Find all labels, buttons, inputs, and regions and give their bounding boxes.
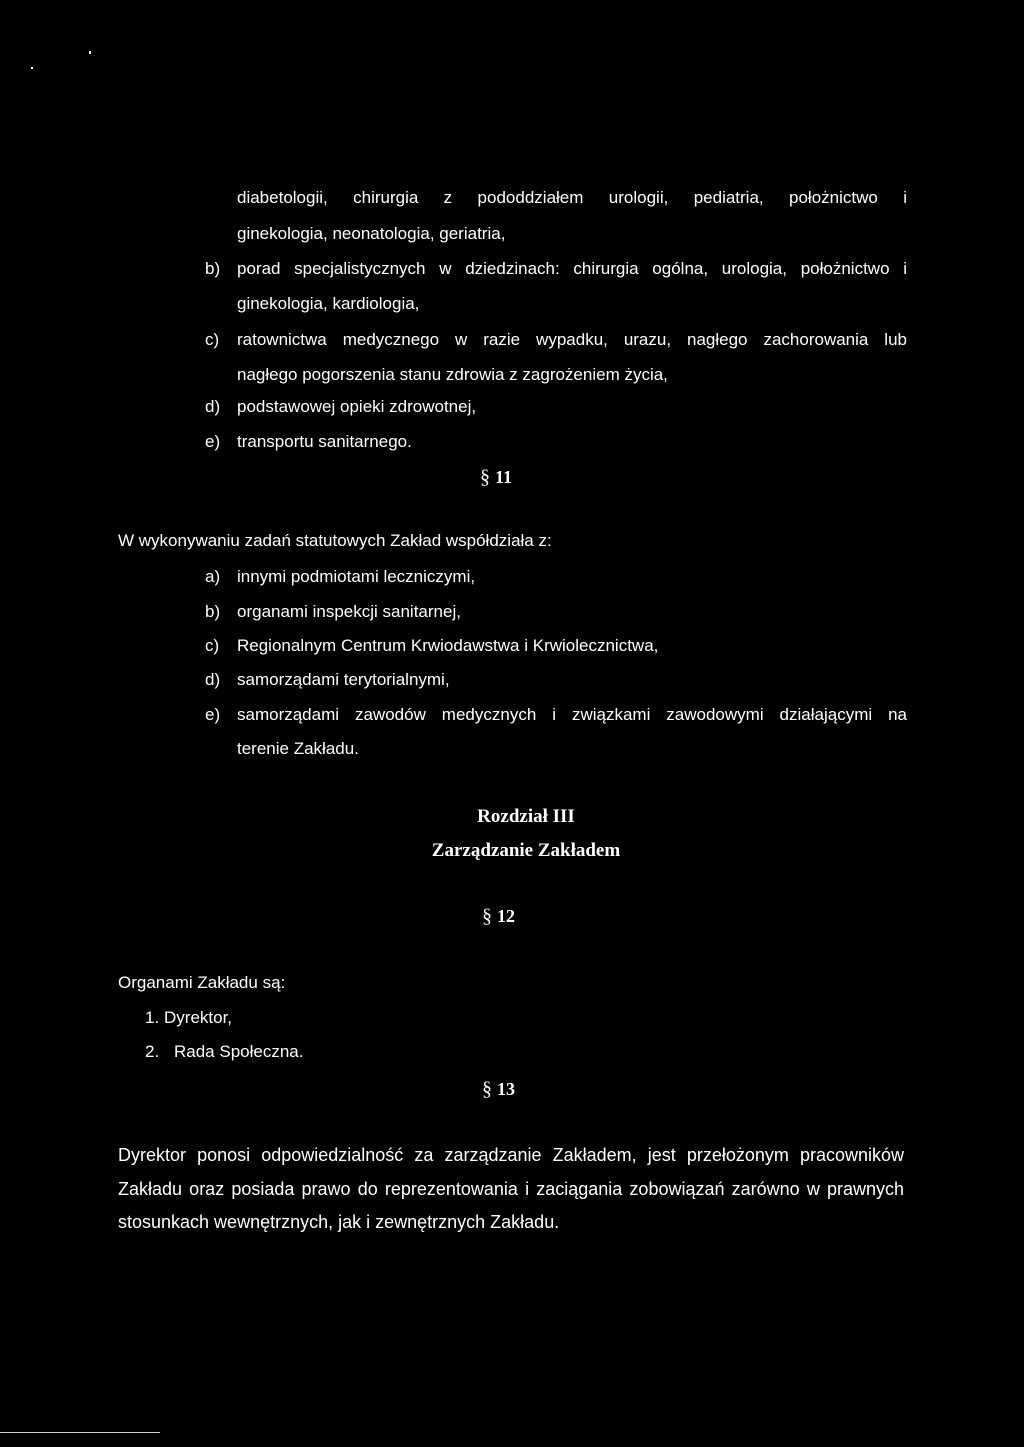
section-number: 12 (497, 906, 515, 926)
list-item-letter: e) (205, 432, 221, 451)
continuation-line-1: diabetologii, chirurgia z pododdziałem urologii, pediatria, położnictwo i (237, 188, 907, 207)
organ-item-text: Rada Społeczna. (174, 1042, 304, 1061)
chapter-title: Rozdział III (477, 806, 575, 827)
list-item-line: samorządami zawodów medycznych i związkami zawodowymi działającymi na (237, 705, 907, 724)
section-symbol: § (482, 905, 492, 927)
organ-item-number: 1. (145, 1008, 160, 1027)
scan-speck (89, 51, 91, 54)
scan-speck (31, 67, 33, 69)
list-item-line: organami inspekcji sanitarnej, (237, 602, 461, 621)
organ-item-number: 2. (145, 1042, 160, 1061)
list-item-letter: b) (205, 602, 221, 621)
section-11-intro: W wykonywaniu zadań statutowych Zakład współdziała z: (118, 531, 552, 550)
list-item-line: Regionalnym Centrum Krwiodawstwa i Krwiolecznictwa, (237, 636, 659, 655)
list-item-letter: c) (205, 636, 220, 655)
section-heading-12 (482, 905, 515, 928)
list-item-line: innymi podmiotami leczniczymi, (237, 567, 476, 586)
section-13-line: stosunkach wewnętrznych, jak i zewnętrznych Zakładu. (118, 1212, 560, 1232)
footer-rule (0, 1432, 160, 1433)
section-13-line: Dyrektor ponosi odpowiedzialność za zarządzanie Zakładem, jest przełożonym pracowników (118, 1145, 904, 1165)
list-item-letter: c) (205, 330, 220, 349)
section-number: 13 (497, 1079, 515, 1099)
list-item-line: ratownictwa medycznego w razie wypadku, urazu, nagłego zachorowania lub (237, 330, 907, 349)
section-symbol: § (480, 466, 490, 488)
list-item-line: transportu sanitarnego. (237, 432, 412, 451)
list-item-line: samorządami terytorialnymi, (237, 670, 450, 689)
section-13-line: Zakładu oraz posiada prawo do reprezentowania i zaciągania zobowiązań zarówno w prawnych (118, 1179, 904, 1199)
list-item-letter: a) (205, 567, 221, 586)
list-item-line: podstawowej opieki zdrowotnej, (237, 397, 477, 416)
section-12-intro: Organami Zakładu są: (118, 973, 286, 992)
list-item-letter: b) (205, 259, 221, 278)
list-item-letter: d) (205, 670, 221, 689)
list-item-letter: e) (205, 705, 221, 724)
section-heading-11 (480, 466, 512, 489)
list-item-line: ginekologia, kardiologia, (237, 294, 420, 313)
continuation-line-2: ginekologia, neonatologia, geriatria, (237, 224, 506, 243)
chapter-subtitle: Zarządzanie Zakładem (431, 840, 621, 861)
section-symbol: § (482, 1078, 492, 1100)
section-heading-13 (482, 1078, 515, 1101)
list-item-line: nagłego pogorszenia stanu zdrowia z zagrożeniem życia, (237, 365, 668, 384)
organ-item-text: Dyrektor, (164, 1008, 233, 1027)
list-item-line: terenie Zakładu. (237, 739, 359, 758)
section-number: 11 (495, 467, 513, 487)
list-item-line: porad specjalistycznych w dziedzinach: chirurgia ogólna, urologia, położnictwo i (237, 259, 907, 278)
list-item-letter: d) (205, 397, 221, 416)
